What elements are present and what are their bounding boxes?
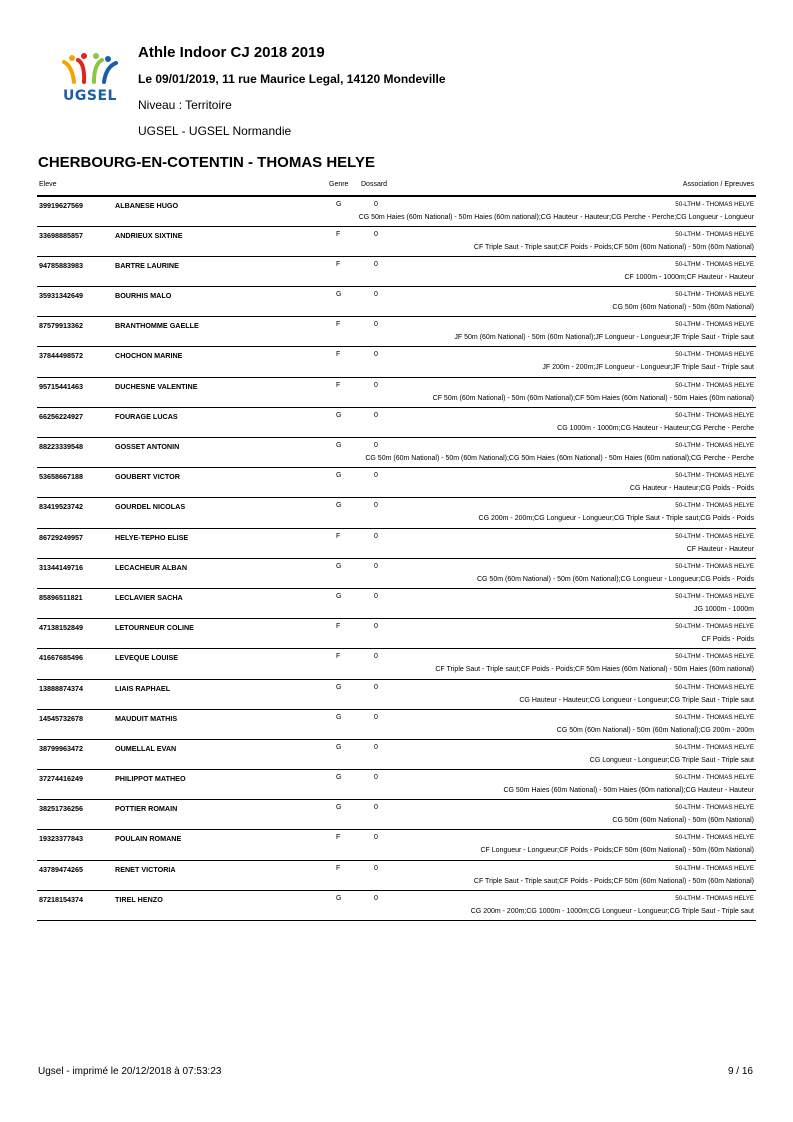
column-header-genre: Genre xyxy=(329,181,349,188)
student-genre: G xyxy=(336,713,342,721)
student-dossard: 0 xyxy=(374,713,378,721)
table-row xyxy=(37,529,756,559)
student-id: 87579913362 xyxy=(39,321,83,331)
student-name: RENET VICTORIA xyxy=(115,864,176,874)
student-club: 50-LTHM - THOMAS HELYE xyxy=(675,713,754,721)
student-dossard: 0 xyxy=(374,774,378,782)
student-id: 43789474265 xyxy=(39,864,83,874)
student-name: LETOURNEUR COLINE xyxy=(115,623,194,633)
student-genre: F xyxy=(336,834,341,842)
student-club: 50-LTHM - THOMAS HELYE xyxy=(675,592,754,600)
student-club: 50-LTHM - THOMAS HELYE xyxy=(675,411,754,419)
student-events: CG 50m (60m National) - 50m (60m National) xyxy=(612,817,754,825)
student-club: 50-LTHM - THOMAS HELYE xyxy=(675,351,754,359)
ugsel-figures-icon xyxy=(60,52,126,88)
student-dossard: 0 xyxy=(374,894,378,902)
student-genre: F xyxy=(336,351,341,359)
student-events: CF Hauteur - Hauteur xyxy=(686,545,754,553)
student-club: 50-LTHM - THOMAS HELYE xyxy=(675,804,754,812)
student-genre: G xyxy=(336,472,342,480)
table-row xyxy=(37,861,756,891)
table-row xyxy=(37,619,756,649)
student-events: CG 50m Haies (60m National) - 50m Haies (60m national);CG Hauteur - Hauteur xyxy=(503,787,754,795)
student-id: 39919627569 xyxy=(39,200,83,210)
student-events: CG 200m - 200m;CG 1000m - 1000m;CG Longueur - Longueur;CG Triple Saut - Triple saut xyxy=(470,907,754,915)
table-row xyxy=(37,197,756,227)
student-id: 88223339548 xyxy=(39,442,83,451)
table-row xyxy=(37,800,756,830)
student-club: 50-LTHM - THOMAS HELYE xyxy=(675,774,754,782)
student-id: 37844498572 xyxy=(39,351,83,361)
table-row xyxy=(37,589,756,619)
table-header xyxy=(37,178,756,195)
student-club: 50-LTHM - THOMAS HELYE xyxy=(675,502,754,510)
student-id: 87218154374 xyxy=(39,894,83,904)
event-level: Niveau : Territoire xyxy=(138,98,232,112)
student-name: BOURHIS MALO xyxy=(115,291,172,301)
student-genre: G xyxy=(336,442,342,449)
student-club: 50-LTHM - THOMAS HELYE xyxy=(675,381,754,389)
student-dossard: 0 xyxy=(374,532,378,540)
student-dossard: 0 xyxy=(374,411,378,419)
student-genre: G xyxy=(336,562,342,570)
event-organization: UGSEL - UGSEL Normandie xyxy=(138,124,292,138)
page-number: 9 / 16 xyxy=(727,1066,753,1077)
student-name: GOSSET ANTONIN xyxy=(115,442,180,451)
student-name: ALBANESE HUGO xyxy=(115,200,179,210)
table-row xyxy=(37,680,756,710)
student-club: 50-LTHM - THOMAS HELYE xyxy=(675,230,754,238)
table-row xyxy=(37,438,756,468)
student-events: CG 1000m - 1000m;CG Hauteur - Hauteur;CG Perche - Perche xyxy=(557,424,754,432)
event-title: Athle Indoor CJ 2018 2019 xyxy=(138,44,325,61)
student-club: 50-LTHM - THOMAS HELYE xyxy=(675,200,754,208)
student-dossard: 0 xyxy=(374,442,378,449)
student-name: FOURAGE LUCAS xyxy=(115,411,178,421)
table-row xyxy=(37,227,756,257)
student-dossard: 0 xyxy=(374,200,378,208)
table-row xyxy=(37,317,756,347)
student-club: 50-LTHM - THOMAS HELYE xyxy=(675,864,754,872)
student-dossard: 0 xyxy=(374,683,378,691)
student-id: 94785883983 xyxy=(39,260,83,270)
student-events: CF Longueur - Longueur;CF Poids - Poids;CF 50m (60m National) - 50m (60m National) xyxy=(480,847,754,855)
student-club: 50-LTHM - THOMAS HELYE xyxy=(675,472,754,480)
table-row xyxy=(37,347,756,377)
student-name: CHOCHON MARINE xyxy=(115,351,183,361)
student-name: LECLAVIER SACHA xyxy=(115,592,183,602)
student-events: CG 50m (60m National) - 50m (60m National);CG 50m Haies (60m National) - 50m Haies (60m national);CG Perche - Perche xyxy=(365,455,754,462)
student-id: 83419523742 xyxy=(39,502,83,512)
student-genre: F xyxy=(336,864,341,872)
student-events: CG 50m (60m National) - 50m (60m National) xyxy=(612,304,754,312)
student-club: 50-LTHM - THOMAS HELYE xyxy=(675,321,754,329)
student-id: 41667685496 xyxy=(39,653,83,663)
ugsel-logo xyxy=(60,52,126,108)
student-name: POTTIER ROMAIN xyxy=(115,804,178,814)
table-row xyxy=(37,378,756,408)
student-genre: G xyxy=(336,894,342,902)
student-id: 66256224927 xyxy=(39,411,83,421)
student-genre: G xyxy=(336,683,342,691)
student-events: CG Longueur - Longueur;CG Triple Saut - Triple saut xyxy=(589,756,754,764)
student-name: LEVEQUE LOUISE xyxy=(115,653,179,663)
print-timestamp: Ugsel - imprimé le 20/12/2018 à 07:53:23 xyxy=(38,1066,222,1077)
student-genre: F xyxy=(336,321,341,329)
student-events: CG 200m - 200m;CG Longueur - Longueur;CG Triple Saut - Triple saut;CG Poids - Poids xyxy=(478,515,754,523)
student-events: JG 1000m - 1000m xyxy=(694,605,754,613)
logo-text: UGSEL xyxy=(63,88,117,104)
student-genre: F xyxy=(336,230,341,238)
student-genre: F xyxy=(336,532,341,540)
student-genre: G xyxy=(336,804,342,812)
page-header xyxy=(0,0,793,150)
student-genre: G xyxy=(336,774,342,782)
student-name: MAUDUIT MATHIS xyxy=(115,713,178,723)
student-id: 13888874374 xyxy=(39,683,83,693)
student-club: 50-LTHM - THOMAS HELYE xyxy=(675,834,754,842)
student-dossard: 0 xyxy=(374,502,378,510)
student-dossard: 0 xyxy=(374,351,378,359)
column-header-dossard: Dossard xyxy=(361,181,388,188)
student-id: 47138152849 xyxy=(39,623,83,633)
student-name: OUMELLAL EVAN xyxy=(115,743,177,753)
student-club: 50-LTHM - THOMAS HELYE xyxy=(675,683,754,691)
student-dossard: 0 xyxy=(374,562,378,570)
table-row xyxy=(37,498,756,528)
student-club: 50-LTHM - THOMAS HELYE xyxy=(675,291,754,299)
student-id: 86729249957 xyxy=(39,532,83,542)
student-club: 50-LTHM - THOMAS HELYE xyxy=(675,442,754,449)
student-dossard: 0 xyxy=(374,804,378,812)
student-id: 33698885857 xyxy=(39,230,83,240)
table-row xyxy=(37,740,756,770)
student-events: CF Triple Saut - Triple saut;CF Poids - Poids;CF 50m Haies (60m National) - 50m Haies (60m national) xyxy=(435,666,754,674)
student-name: PHILIPPOT MATHEO xyxy=(115,774,186,784)
student-events: CG 50m Haies (60m National) - 50m Haies (60m national);CG Hauteur - Hauteur;CG Perche - Perche;CG Longueur - Longueur xyxy=(358,213,754,221)
student-events: CF Poids - Poids xyxy=(701,636,754,644)
student-name: TIREL HENZO xyxy=(115,894,163,904)
student-name: POULAIN ROMANE xyxy=(115,834,182,844)
table-row xyxy=(37,770,756,800)
student-club: 50-LTHM - THOMAS HELYE xyxy=(675,260,754,268)
student-genre: G xyxy=(336,200,342,208)
student-events: CG 50m (60m National) - 50m (60m National);CG Longueur - Longueur;CG Poids - Poids xyxy=(476,575,754,583)
student-events: CG Hauteur - Hauteur;CG Poids - Poids xyxy=(629,485,754,493)
student-club: 50-LTHM - THOMAS HELYE xyxy=(675,623,754,631)
table-row xyxy=(37,257,756,287)
student-club: 50-LTHM - THOMAS HELYE xyxy=(675,562,754,570)
student-id: 19323377843 xyxy=(39,834,83,844)
student-dossard: 0 xyxy=(374,653,378,661)
student-name: BRANTHOMME GAELLE xyxy=(115,321,199,331)
student-genre: G xyxy=(336,291,342,299)
student-genre: F xyxy=(336,381,341,389)
table-row xyxy=(37,830,756,860)
school-title: CHERBOURG-EN-COTENTIN - THOMAS HELYE xyxy=(38,154,375,171)
table-row xyxy=(37,559,756,589)
student-id: 38251736256 xyxy=(39,804,83,814)
student-dossard: 0 xyxy=(374,472,378,480)
table-row xyxy=(37,468,756,498)
student-dossard: 0 xyxy=(374,260,378,268)
student-genre: G xyxy=(336,592,342,600)
student-events: CF Triple Saut - Triple saut;CF Poids - Poids;CF 50m (60m National) - 50m (60m National) xyxy=(473,243,754,251)
student-genre: F xyxy=(336,260,341,268)
student-id: 85896511821 xyxy=(39,592,83,602)
student-dossard: 0 xyxy=(374,291,378,299)
student-name: GOURDEL NICOLAS xyxy=(115,502,186,512)
student-dossard: 0 xyxy=(374,834,378,842)
student-genre: F xyxy=(336,653,341,661)
table-row xyxy=(37,710,756,740)
student-name: DUCHESNE VALENTINE xyxy=(115,381,198,391)
student-id: 35931342649 xyxy=(39,291,83,301)
student-name: GOUBERT VICTOR xyxy=(115,472,180,482)
student-id: 14545732678 xyxy=(39,713,83,723)
student-dossard: 0 xyxy=(374,230,378,238)
table-row xyxy=(37,287,756,317)
table-body xyxy=(37,197,756,922)
student-id: 31344149716 xyxy=(39,562,83,572)
student-club: 50-LTHM - THOMAS HELYE xyxy=(675,532,754,540)
student-id: 53658667188 xyxy=(39,472,83,482)
student-club: 50-LTHM - THOMAS HELYE xyxy=(675,894,754,902)
student-dossard: 0 xyxy=(374,321,378,329)
table-row xyxy=(37,408,756,438)
column-header-association: Association / Epreuves xyxy=(682,181,754,188)
column-header-eleve: Eleve xyxy=(39,181,57,188)
student-dossard: 0 xyxy=(374,864,378,872)
student-name: BARTRE LAURINE xyxy=(115,260,179,270)
student-name: HELYE-TEPHO ELISE xyxy=(115,532,189,542)
student-events: CG Hauteur - Hauteur;CG Longueur - Longueur;CG Triple Saut - Triple saut xyxy=(519,696,754,704)
student-events: CF Triple Saut - Triple saut;CF Poids - Poids;CF 50m (60m National) - 50m (60m National) xyxy=(473,877,754,885)
student-events: CG 50m (60m National) - 50m (60m National);CG 200m - 200m xyxy=(556,726,754,734)
student-dossard: 0 xyxy=(374,623,378,631)
participants-table xyxy=(37,178,756,921)
student-name: LIAIS RAPHAEL xyxy=(115,683,171,693)
student-dossard: 0 xyxy=(374,743,378,751)
student-id: 37274416249 xyxy=(39,774,83,784)
student-events: JF 50m (60m National) - 50m (60m National);JF Longueur - Longueur;JF Triple Saut - Triple saut xyxy=(454,334,754,342)
student-genre: G xyxy=(336,411,342,419)
student-club: 50-LTHM - THOMAS HELYE xyxy=(675,653,754,661)
table-row xyxy=(37,891,756,921)
student-id: 95715441463 xyxy=(39,381,83,391)
student-name: ANDRIEUX SIXTINE xyxy=(115,230,183,240)
student-events: CF 50m (60m National) - 50m (60m National);CF 50m Haies (60m National) - 50m Haies (60m national) xyxy=(432,394,754,402)
student-name: LECACHEUR ALBAN xyxy=(115,562,188,572)
table-row xyxy=(37,649,756,679)
event-date-place: Le 09/01/2019, 11 rue Maurice Legal, 14120 Mondeville xyxy=(138,72,446,86)
student-dossard: 0 xyxy=(374,592,378,600)
student-dossard: 0 xyxy=(374,381,378,389)
student-genre: G xyxy=(336,502,342,510)
student-events: JF 200m - 200m;JF Longueur - Longueur;JF Triple Saut - Triple saut xyxy=(542,364,754,372)
student-genre: F xyxy=(336,623,341,631)
student-id: 38799963472 xyxy=(39,743,83,753)
student-events: CF 1000m - 1000m;CF Hauteur - Hauteur xyxy=(624,273,754,281)
student-genre: G xyxy=(336,743,342,751)
student-club: 50-LTHM - THOMAS HELYE xyxy=(675,743,754,751)
